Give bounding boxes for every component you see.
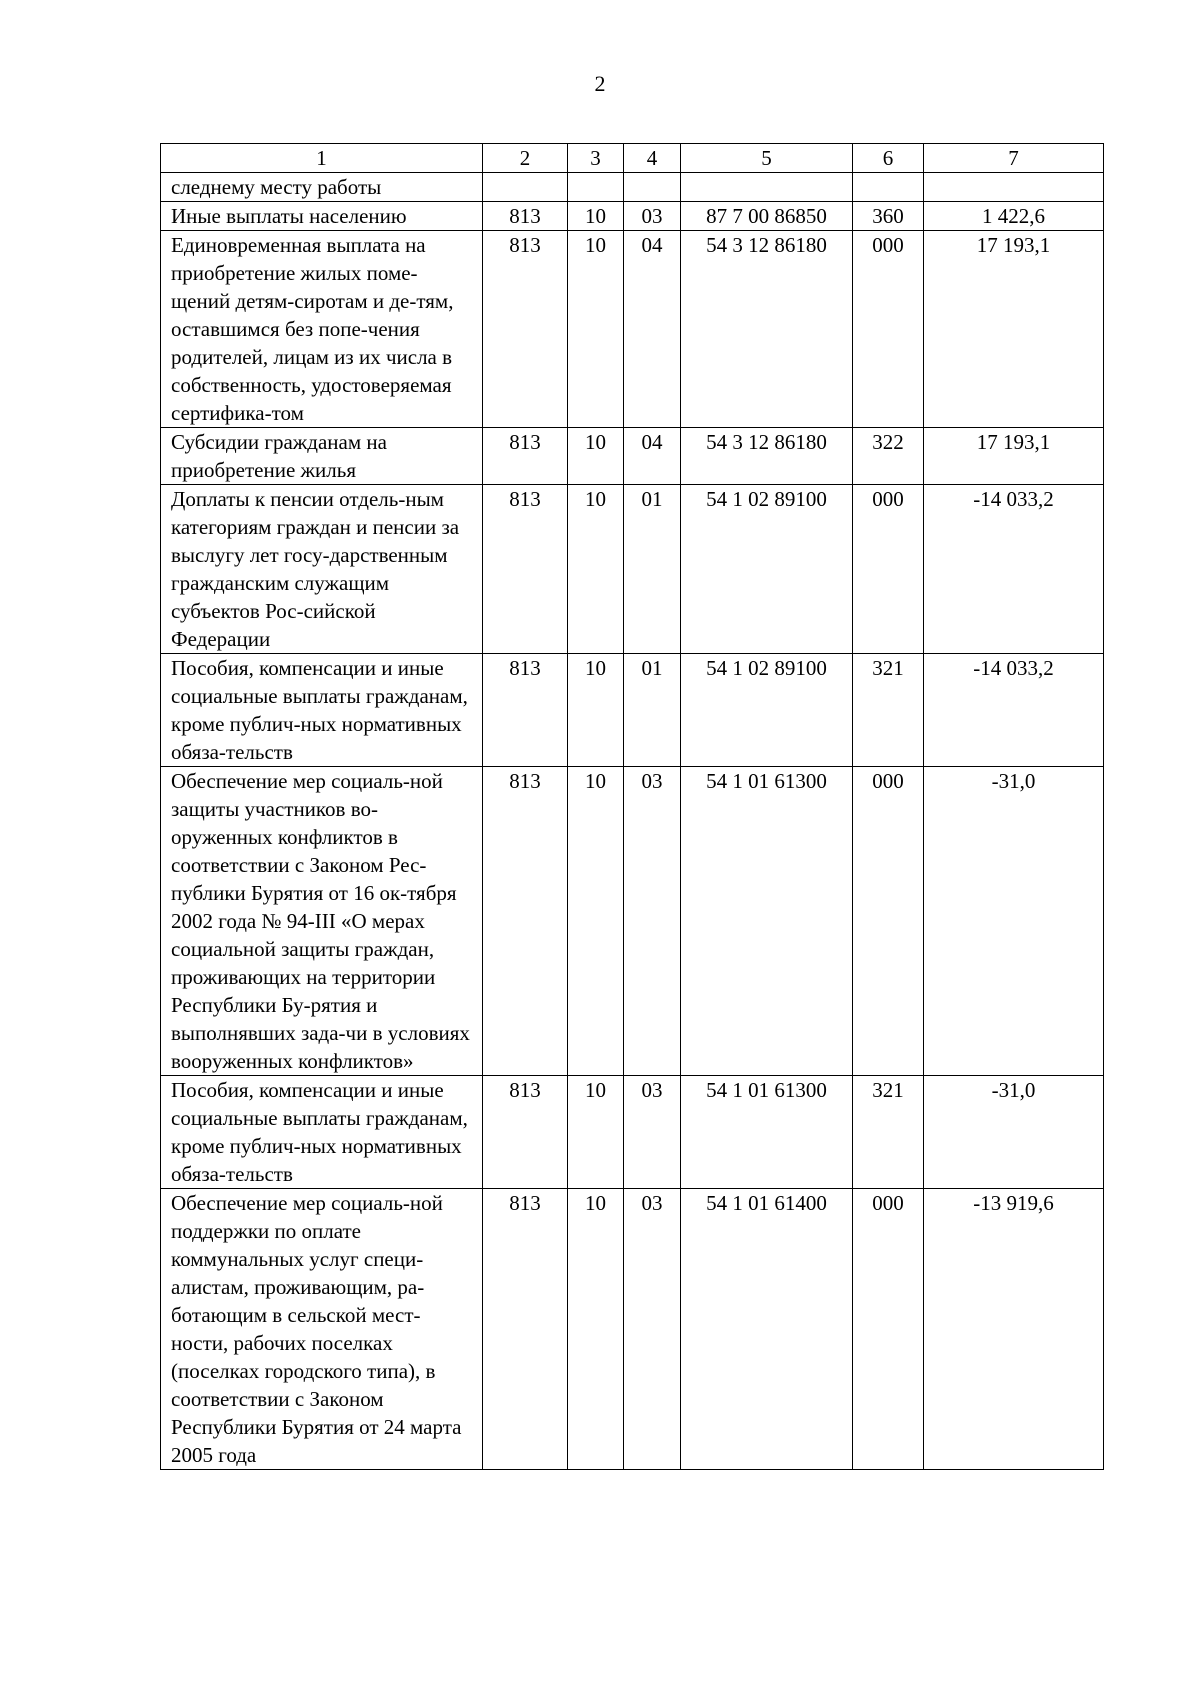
row-cell [483,173,568,202]
table-row [161,202,1104,231]
row-name-cell: Пособия, компенсации и иные социальные выплаты гражданам, кроме публич-ных нормативных обяза-тельств [161,1076,483,1189]
row-cell [924,173,1104,202]
row-name-cell: следнему месту работы [161,173,483,202]
table-row [161,1076,1104,1189]
row-cell: 54 1 01 61400 [681,1189,853,1470]
column-header: 2 [483,144,568,173]
row-cell: 321 [853,654,924,767]
table-row [161,173,1104,202]
row-cell [681,173,853,202]
table-row [161,231,1104,428]
row-cell: 000 [853,231,924,428]
row-cell: 54 1 01 61300 [681,767,853,1076]
row-cell: 03 [624,1189,681,1470]
row-cell: 17 193,1 [924,428,1104,485]
row-cell: 813 [483,202,568,231]
row-name-cell: Единовременная выплата на приобретение жилых поме-щений детям-сиротам и де-тям, оставшимся без попе-чения родителей, лицам из их числа в собственность, удостоверяемая сертифика-том [161,231,483,428]
budget-table [160,143,1104,1470]
row-cell: -14 033,2 [924,485,1104,654]
page-number: 2 [594,71,606,96]
row-cell: 813 [483,1189,568,1470]
table-row [161,767,1104,1076]
column-header: 6 [853,144,924,173]
row-cell: 813 [483,428,568,485]
row-name-cell: Доплаты к пенсии отдель-ным категориям граждан и пенсии за выслугу лет госу-дарственным гражданским служащим субъектов Рос-сийской Федерации [161,485,483,654]
row-cell: 10 [568,428,624,485]
column-header: 1 [161,144,483,173]
row-cell: 10 [568,1076,624,1189]
row-cell: -14 033,2 [924,654,1104,767]
row-cell: 322 [853,428,924,485]
row-cell: 10 [568,485,624,654]
row-name-cell: Пособия, компенсации и иные социальные выплаты гражданам, кроме публич-ных нормативных обяза-тельств [161,654,483,767]
row-cell: 10 [568,654,624,767]
row-name-cell: Обеспечение мер социаль-ной поддержки по оплате коммунальных услуг специ-алистам, проживающим, ра-ботающим в сельской мест-ности, рабочих поселках (поселках городского типа), в соответствии с Законом Республики Бурятия от 24 марта 2005 года [161,1189,483,1470]
row-cell: 10 [568,1189,624,1470]
row-cell: 360 [853,202,924,231]
row-cell: 321 [853,1076,924,1189]
row-cell [624,173,681,202]
row-cell: -13 919,6 [924,1189,1104,1470]
row-cell: 813 [483,1076,568,1189]
column-header: 4 [624,144,681,173]
row-cell: 01 [624,485,681,654]
row-cell: 87 7 00 86850 [681,202,853,231]
row-cell: 54 1 02 89100 [681,485,853,654]
row-cell [853,173,924,202]
table-row [161,485,1104,654]
row-cell: 54 1 01 61300 [681,1076,853,1189]
row-name-cell: Иные выплаты населению [161,202,483,231]
table-row [161,428,1104,485]
row-cell: 10 [568,767,624,1076]
row-name-cell: Субсидии гражданам на приобретение жилья [161,428,483,485]
row-cell: -31,0 [924,767,1104,1076]
column-header: 7 [924,144,1104,173]
row-cell: 54 3 12 86180 [681,231,853,428]
column-header: 3 [568,144,624,173]
table-header-row [161,144,1104,173]
row-cell: -31,0 [924,1076,1104,1189]
row-cell: 10 [568,231,624,428]
row-cell: 04 [624,231,681,428]
row-cell: 1 422,6 [924,202,1104,231]
row-cell [568,173,624,202]
row-cell: 03 [624,1076,681,1189]
row-cell: 01 [624,654,681,767]
row-cell: 54 1 02 89100 [681,654,853,767]
row-cell: 10 [568,202,624,231]
row-cell: 813 [483,654,568,767]
row-cell: 54 3 12 86180 [681,428,853,485]
row-cell: 813 [483,767,568,1076]
row-cell: 03 [624,767,681,1076]
row-cell: 813 [483,485,568,654]
row-cell: 04 [624,428,681,485]
row-cell: 000 [853,1189,924,1470]
row-cell: 17 193,1 [924,231,1104,428]
table-row [161,1189,1104,1470]
row-cell: 813 [483,231,568,428]
table-row [161,654,1104,767]
row-cell: 03 [624,202,681,231]
column-header: 5 [681,144,853,173]
row-cell: 000 [853,767,924,1076]
row-name-cell: Обеспечение мер социаль-ной защиты участников во-оруженных конфликтов в соответствии с Законом Рес-публики Бурятия от 16 ок-тября 2002 года № 94-III «О мерах социальной защиты граждан, проживающих на территории Республики Бу-рятия и выполнявших зада-чи в условиях вооруженных конфликтов» [161,767,483,1076]
row-cell: 000 [853,485,924,654]
